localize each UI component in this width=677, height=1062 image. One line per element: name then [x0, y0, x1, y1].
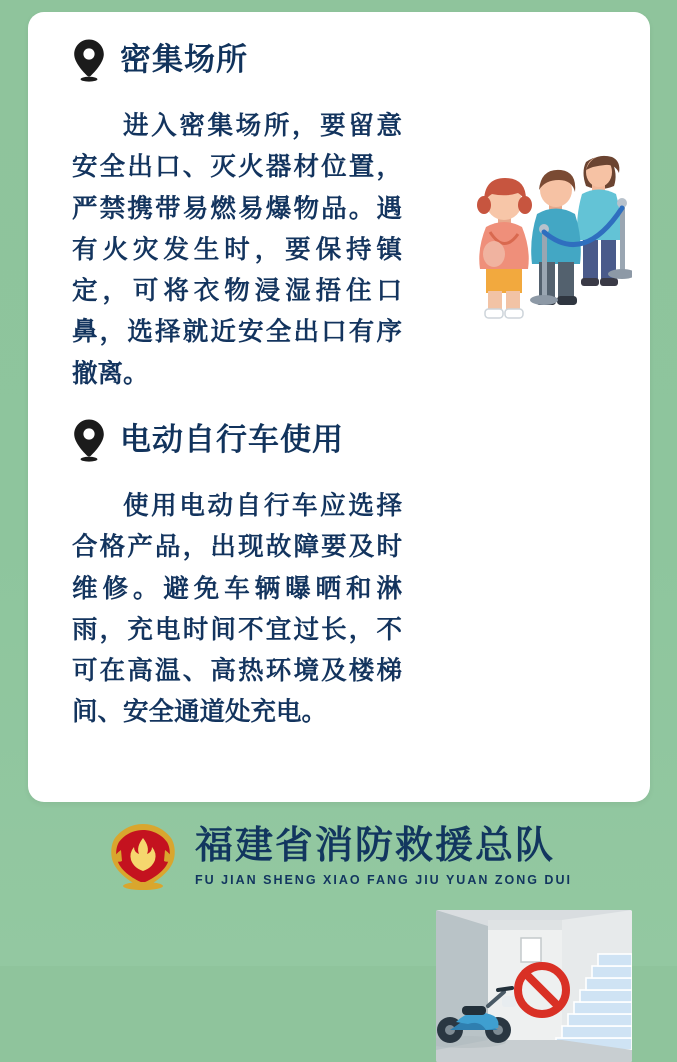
section-paragraph: 使用电动自行车应选择合格产品，出现故障要及时维修。避免车辆曝晒和淋雨，充电时间不宜过长，不可在高温、高热环境及楼梯间、安全通道处充电。 [72, 491, 402, 728]
location-pin-icon [72, 38, 106, 82]
section-ebike-usage [28, 412, 650, 728]
footer-text-block [195, 825, 572, 887]
organization-name-en: FU JIAN SHENG XIAO FANG JIU YUAN ZONG DUI [195, 872, 572, 887]
organization-name-cn: 福建省消防救援总队 [195, 823, 556, 868]
people-queue-illustration [436, 128, 632, 328]
location-pin-icon [72, 418, 106, 462]
section-title: 电动自行车使用 [120, 421, 344, 458]
content-card [28, 12, 650, 802]
fire-rescue-emblem-icon [105, 820, 181, 892]
section-heading [28, 412, 650, 468]
section-heading [28, 32, 650, 88]
no-ebike-in-stairwell-illustration [436, 910, 632, 1062]
section-title: 密集场所 [120, 41, 248, 78]
footer [0, 820, 677, 892]
section-paragraph: 进入密集场所，要留意安全出口、灭火器材位置，严禁携带易燃易爆物品。遇有火灾发生时，要保持镇定，可将衣物浸湿捂住口鼻，选择就近安全出口有序撤离。 [72, 111, 402, 389]
section-crowded-places [28, 32, 650, 389]
